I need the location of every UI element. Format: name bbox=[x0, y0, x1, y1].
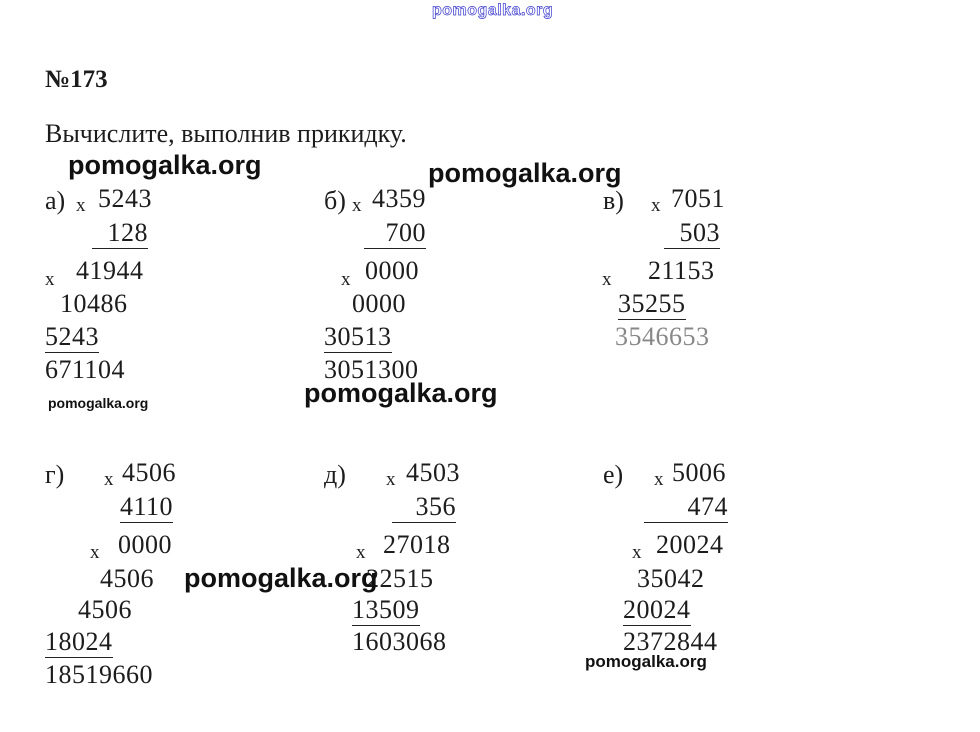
result: 3546653 bbox=[615, 322, 710, 351]
partial-product: 0000 bbox=[118, 530, 172, 559]
times-sign: x bbox=[341, 269, 351, 290]
label-d: д) bbox=[324, 460, 346, 489]
multiplier: 128 bbox=[92, 218, 148, 249]
partial-product: 0000 bbox=[352, 289, 406, 318]
multiplicand: 7051 bbox=[671, 184, 725, 213]
times-sign: x bbox=[386, 469, 396, 490]
times-sign: x bbox=[602, 269, 612, 290]
times-sign: x bbox=[651, 195, 661, 216]
watermark: pomogalka.org bbox=[428, 158, 622, 188]
times-sign: x bbox=[45, 269, 55, 290]
label-b: б) bbox=[324, 186, 346, 215]
label-a: а) bbox=[45, 186, 66, 215]
partial-product: 21153 bbox=[648, 256, 715, 285]
multiplicand: 4506 bbox=[122, 458, 176, 487]
times-sign: x bbox=[90, 542, 100, 563]
times-sign: x bbox=[356, 542, 366, 563]
partial-product: 27018 bbox=[383, 530, 451, 559]
label-e: е) bbox=[603, 460, 624, 489]
result: 1603068 bbox=[352, 627, 447, 656]
partial-product: 13509 bbox=[352, 595, 420, 624]
partial-product: 4506 bbox=[78, 595, 132, 624]
partial-product: 35042 bbox=[637, 564, 705, 593]
multiplicand: 4359 bbox=[372, 184, 426, 213]
watermark: pomogalka.org bbox=[48, 395, 149, 411]
result: 18519660 bbox=[45, 660, 153, 689]
multiplier: 503 bbox=[664, 218, 720, 249]
partial-product: 30513 bbox=[324, 322, 392, 351]
partial-product: 5243 bbox=[45, 322, 99, 351]
partial-product: 18024 bbox=[45, 627, 113, 656]
partial-product: 20024 bbox=[656, 530, 724, 559]
label-g: г) bbox=[45, 460, 65, 489]
watermark: pomogalka.org bbox=[304, 378, 498, 408]
multiplicand: 5006 bbox=[672, 458, 726, 487]
partial-product: 22515 bbox=[366, 564, 434, 593]
times-sign: x bbox=[76, 195, 86, 216]
partial-product: 20024 bbox=[623, 595, 691, 624]
times-sign: x bbox=[352, 195, 362, 216]
partial-product: 4506 bbox=[100, 564, 154, 593]
multiplicand: 4503 bbox=[406, 458, 460, 487]
partial-product: 41944 bbox=[76, 256, 144, 285]
site-link[interactable]: pomogalka.org bbox=[432, 2, 554, 19]
partial-product: 35255 bbox=[618, 289, 686, 318]
times-sign: x bbox=[632, 542, 642, 563]
instruction-text: Вычислите, выполнив прикидку. bbox=[45, 119, 407, 148]
times-sign: x bbox=[104, 469, 114, 490]
multiplier: 356 bbox=[392, 492, 456, 523]
result: 671104 bbox=[45, 355, 126, 384]
multiplier: 4110 bbox=[120, 492, 174, 521]
multiplier: 700 bbox=[364, 218, 426, 249]
watermark: pomogalka.org bbox=[68, 150, 262, 180]
watermark: pomogalka.org bbox=[184, 563, 378, 593]
times-sign: x bbox=[654, 469, 664, 490]
partial-product: 10486 bbox=[60, 289, 128, 318]
partial-product: 0000 bbox=[365, 256, 419, 285]
label-v: в) bbox=[603, 186, 624, 215]
result: 2372844 bbox=[623, 627, 718, 656]
multiplicand: 5243 bbox=[98, 184, 152, 213]
watermark: pomogalka.org bbox=[585, 652, 707, 671]
problem-number: №173 bbox=[45, 66, 108, 93]
multiplier: 474 bbox=[644, 492, 728, 523]
result: 3051300 bbox=[324, 355, 419, 384]
